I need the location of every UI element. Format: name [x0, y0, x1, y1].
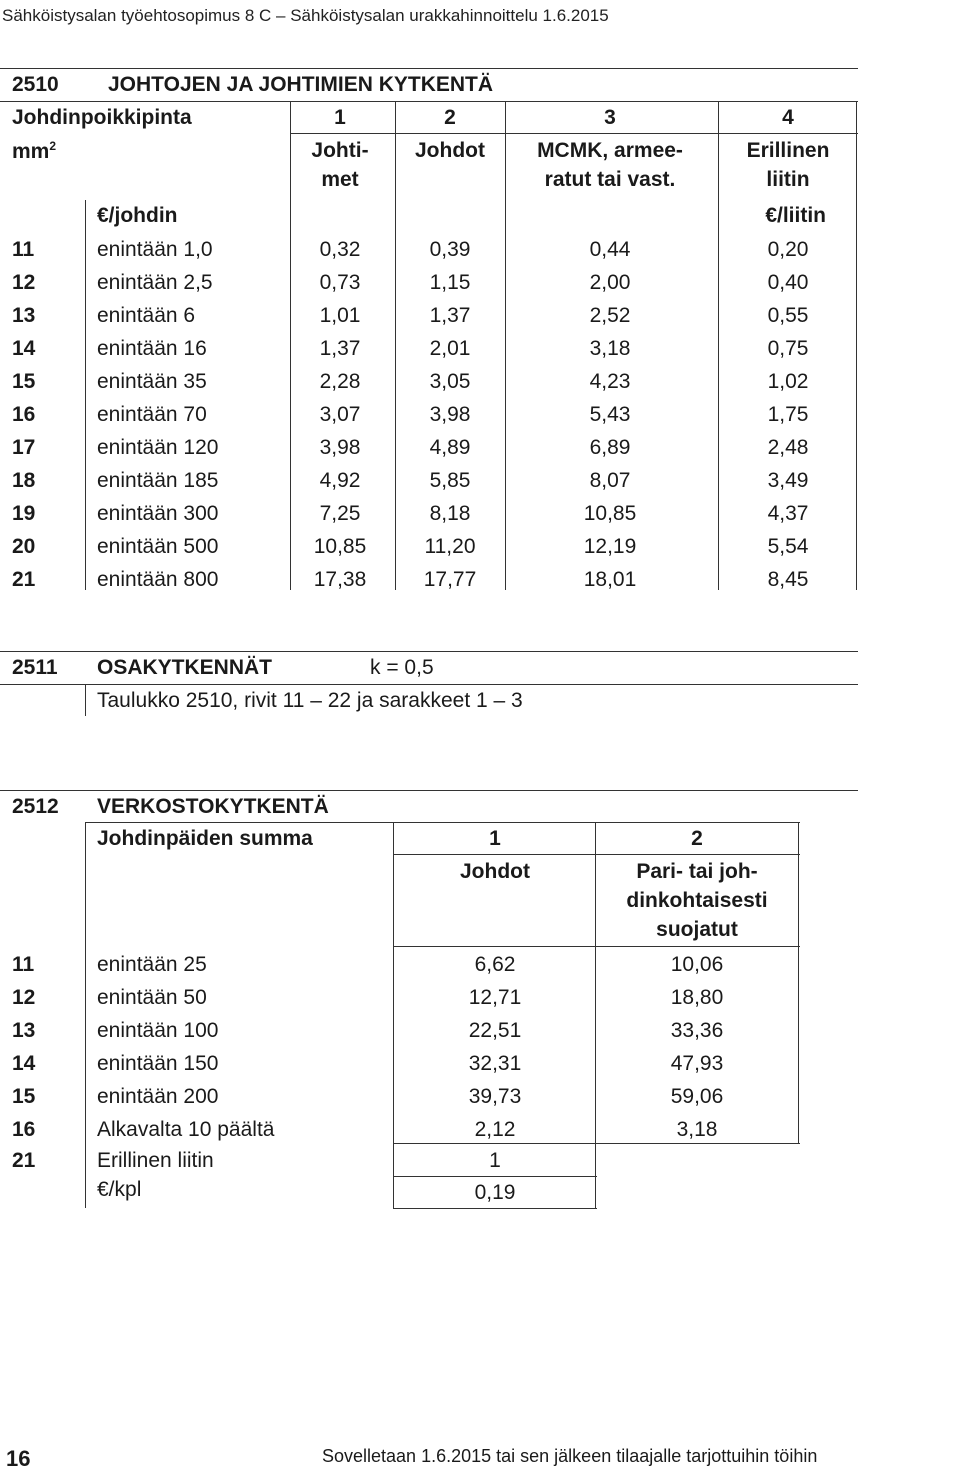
last-row-column-number: 1 — [489, 1149, 501, 1172]
column-header-2c: suojatut — [656, 918, 738, 941]
last-row-unit: €/kpl — [97, 1178, 142, 1201]
row-label-heading: Johdinpäiden summa — [97, 827, 313, 850]
column-header-3b: ratut tai vast. — [544, 168, 676, 191]
column-header-2b: dinkohtaisesti — [626, 889, 768, 912]
unit-per-conductor: €/johdin — [97, 204, 178, 227]
table-row: 16 Alkavalta 10 päältä 2,12 3,18 — [12, 1118, 718, 1141]
last-row-value: 0,19 — [474, 1181, 516, 1204]
table-row: 17 enintään 120 3,98 4,89 6,89 2,48 — [12, 436, 809, 459]
column-number-2: 2 — [444, 106, 456, 129]
column-number-2: 2 — [691, 827, 703, 850]
table-row: 21 enintään 800 17,38 17,77 18,01 8,45 — [12, 568, 809, 591]
column-header-4b: liitin — [766, 168, 810, 191]
column-header-2a: Pari- tai joh- — [636, 860, 758, 883]
column-number-4: 4 — [782, 106, 794, 129]
page-number: 16 — [6, 1446, 31, 1471]
section-code: 2511 — [12, 656, 58, 679]
page-header: Sähköistysalan työehtosopimus 8 C – Sähköistysalan urakkahinnoittelu 1.6.2015 — [2, 6, 609, 25]
table-row: 18 enintään 185 4,92 5,85 8,07 3,49 — [12, 469, 809, 492]
table-row: 15 enintään 35 2,28 3,05 4,23 1,02 — [12, 370, 809, 393]
footer-text: Sovelletaan 1.6.2015 tai sen jälkeen tilaajalle tarjottuihin töihin — [322, 1446, 818, 1466]
table-row: 16 enintään 70 3,07 3,98 5,43 1,75 — [12, 403, 809, 426]
last-row-number: 21 — [12, 1149, 36, 1172]
last-row-label: Erillinen liitin — [97, 1149, 214, 1172]
section-code: 2510 — [12, 73, 59, 96]
table-row: 14 enintään 150 32,31 47,93 — [12, 1052, 724, 1075]
row-label-unit: $mm^2$ — [12, 139, 57, 163]
table-row: 12 enintään 2,5 0,73 1,15 2,00 0,40 — [12, 271, 809, 294]
unit-per-connector: €/liitin — [765, 204, 826, 227]
column-number-3: 3 — [604, 106, 616, 129]
table-row: 14 enintään 16 1,37 2,01 3,18 0,75 — [12, 337, 809, 360]
table-row: 15 enintään 200 39,73 59,06 — [12, 1085, 724, 1108]
section-code: 2512 — [12, 795, 59, 818]
table-row: 11 enintään 25 6,62 10,06 — [12, 953, 724, 976]
column-header-2: Johdot — [415, 139, 485, 162]
section-title: OSAKYTKENNÄT — [97, 656, 273, 679]
factor: k = 0,5 — [370, 656, 434, 679]
table-row: 13 enintään 100 22,51 33,36 — [12, 1019, 724, 1042]
column-header-4a: Erillinen — [746, 139, 830, 162]
column-header-3a: MCMK, armee- — [537, 139, 683, 162]
section-title: JOHTOJEN JA JOHTIMIEN KYTKENTÄ — [108, 73, 494, 96]
column-header-1: Johdot — [460, 860, 530, 883]
table-row: 19 enintään 300 7,25 8,18 10,85 4,37 — [12, 502, 809, 525]
table-row: 20 enintään 500 10,85 11,20 12,19 5,54 — [12, 535, 809, 558]
column-header-1b: met — [321, 168, 359, 191]
column-number-1: 1 — [489, 827, 501, 850]
column-number-1: 1 — [334, 106, 346, 129]
row-label-heading: Johdinpoikkipinta — [12, 106, 192, 129]
table-row: 13 enintään 6 1,01 1,37 2,52 0,55 — [12, 304, 809, 327]
section-title: VERKOSTOKYTKENTÄ — [97, 795, 329, 818]
table-row: 12 enintään 50 12,71 18,80 — [12, 986, 724, 1009]
note: Taulukko 2510, rivit 11 – 22 ja sarakkeet 1 – 3 — [97, 689, 523, 712]
table-row: 11 enintään 1,0 0,32 0,39 0,44 0,20 — [12, 238, 809, 261]
column-header-1a: Johti- — [311, 139, 369, 162]
